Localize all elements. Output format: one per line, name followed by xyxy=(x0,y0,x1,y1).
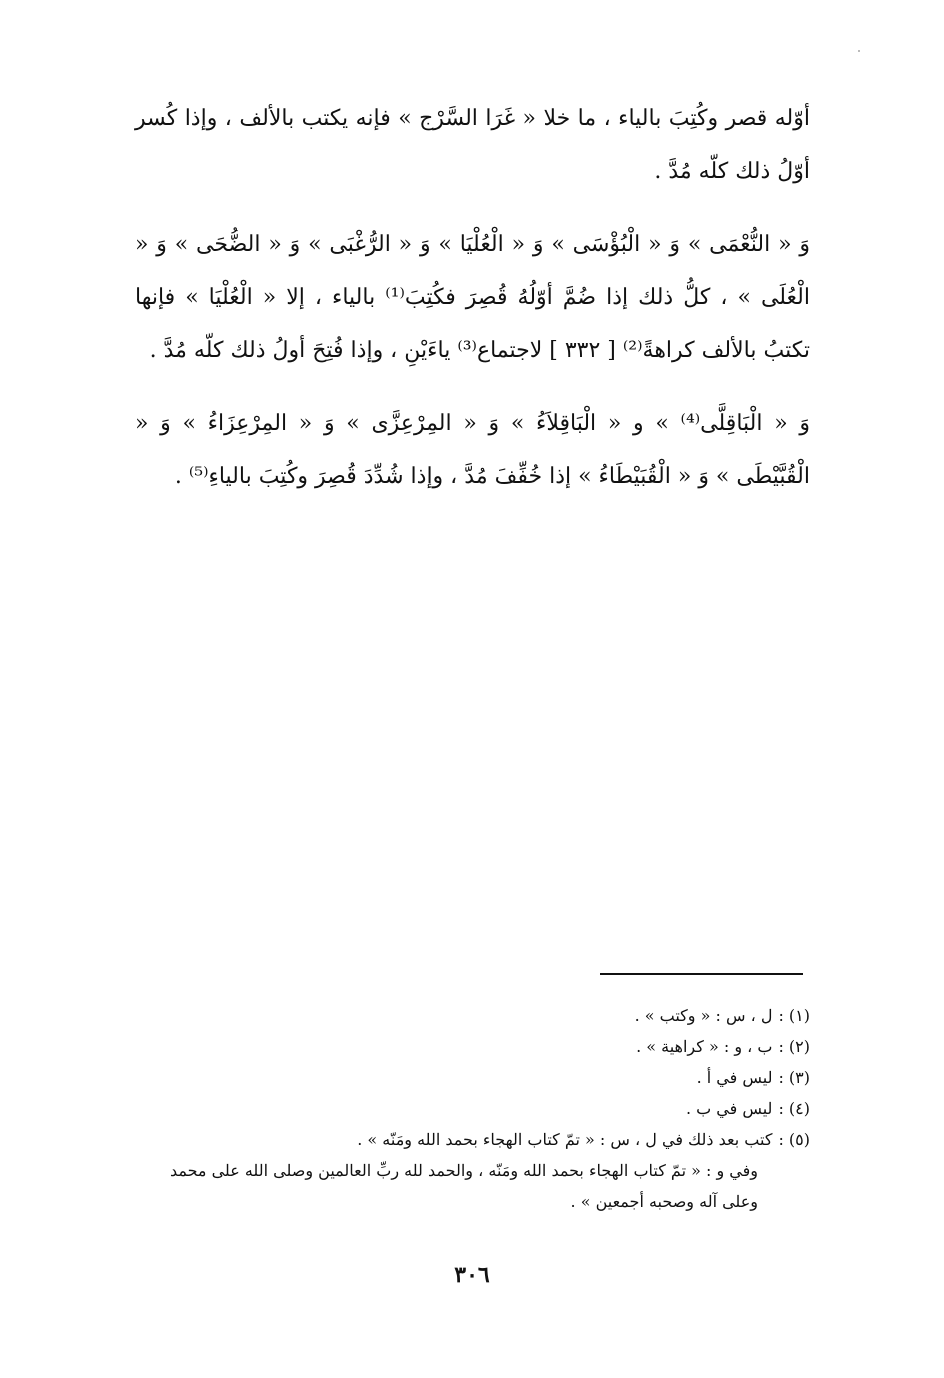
footnote-text: ليس في أ . xyxy=(696,1068,773,1087)
footnote-5-continuation: وفي و : « تمّ كتاب الهجاء بحمد الله ومَنّه ، والحمد لله ربِّ العالمين وصلى الله على محمد وعلى آله وصحبه أجمعين » . xyxy=(169,1161,758,1211)
footnote-2 xyxy=(135,1031,810,1062)
paragraph-3: وَ « الْبَاقِلَّى⁽⁴⁾ » و « الْبَاقِلاَءُ » وَ « المِرْعِزَّى » وَ « المِرْعِزَاءُ » وَ « الْقُبَّيْطَى » وَ « الْقُبَيْطَاءُ » إذا خُفِّفَ مُدَّ ، وإذا شُدِّدَ قُصِرَ وكُتِبَ بالياءِ⁽⁵⁾ . xyxy=(135,411,810,489)
footnote-separator xyxy=(600,973,803,975)
footnote-3 xyxy=(135,1062,810,1093)
main-text-block xyxy=(135,92,810,523)
footnotes-block xyxy=(135,1000,810,1217)
paragraph-2: وَ « النُّعْمَى » وَ « الْبُؤْسَى » وَ « الْعُلْيَا » وَ « الرُّغْبَى » وَ « الضُّحَى » وَ « الْعُلَى » ، كلُّ ذلك إذا ضُمَّ أوّلُهُ قُصِرَ فكُتِبَ⁽¹⁾ بالياء ، إلا « الْعُلْيَا » فإنها تكتبُ بالألف كراهةً⁽²⁾ [ ٣٣٢ ] لاجتماع⁽³⁾ ياءَيْنِ ، وإذا فُتِحَ أولُ ذلك كلّه مُدَّ . xyxy=(135,232,810,363)
footnote-number: (٣) : xyxy=(778,1068,810,1087)
footnote-number: (١) : xyxy=(778,1006,810,1025)
footnote-number: (٢) : xyxy=(778,1037,810,1056)
footnote-text: ليس في ب . xyxy=(685,1099,773,1118)
paragraph-1: أوّله قصر وكُتِبَ بالياء ، ما خلا « غَرَا السَّرْج » فإنه يكتب بالألف ، وإذا كُسر أوّلُ ذلك كلّه مُدَّ . xyxy=(135,106,810,184)
page-number: ٣٠٦ xyxy=(454,1262,490,1288)
footnote-number: (٥) : xyxy=(778,1130,810,1149)
scan-speck xyxy=(858,50,860,52)
footnote-1 xyxy=(135,1000,810,1031)
footnote-5 xyxy=(135,1124,810,1155)
footnote-text: ب ، و : « كراهية » . xyxy=(636,1037,773,1056)
footnote-4 xyxy=(135,1093,810,1124)
footnote-text: ل ، س : « وكتب » . xyxy=(634,1006,773,1025)
footnote-text: كتب بعد ذلك في ل ، س : « تمّ كتاب الهجاء بحمد الله ومَنّه » . xyxy=(357,1130,773,1149)
footnote-number: (٤) : xyxy=(778,1099,810,1118)
